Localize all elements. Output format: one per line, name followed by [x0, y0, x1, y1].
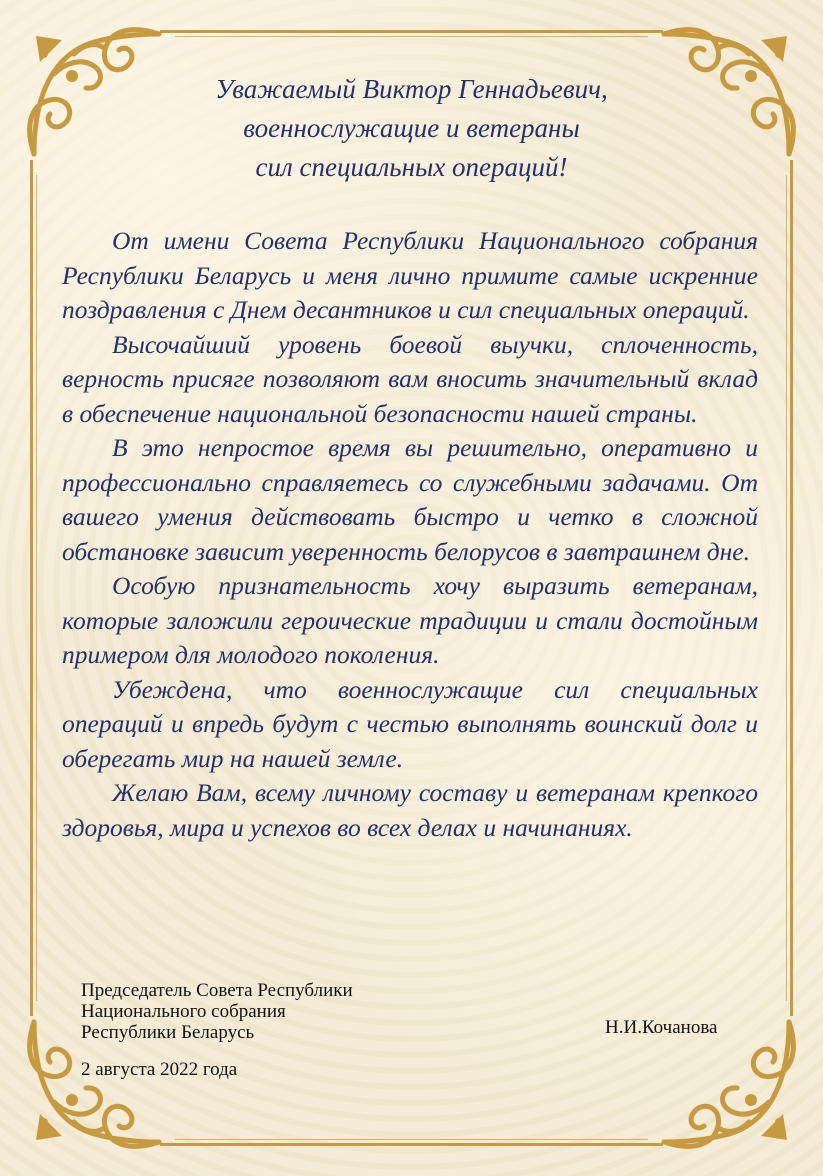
- frame-inner-bottom-line: [175, 1139, 648, 1140]
- letter-date: 2 августа 2022 года: [81, 1059, 238, 1080]
- heading-line-2: военнослужащие и ветераны: [243, 113, 580, 143]
- paragraph-5: Убеждена, что военнослужащие сил специальных операций и впредь будут с честью выполнять воинский долг и оберегать мир на нашей земле.: [62, 674, 758, 773]
- frame-inner-top-line: [175, 36, 648, 37]
- heading-line-1: Уважаемый Виктор Геннадьевич,: [215, 74, 608, 104]
- frame-inner-right-line: [786, 175, 787, 1001]
- frame-left-line: [30, 160, 33, 1016]
- frame-inner-left-line: [36, 175, 37, 1001]
- signer-position: [81, 980, 353, 1043]
- position-line-3: Республики Беларусь: [81, 1022, 255, 1043]
- paragraph-6: Желаю Вам, всему личному составу и ветеранам крепкого здоровья, мира и успехов во всех делах и начинаниях.: [62, 778, 758, 842]
- signer-name: Н.И.Кочанова: [605, 1017, 718, 1038]
- frame-right-line: [790, 160, 793, 1016]
- paragraph-2: Высочайший уровень боевой выучки, сплоченность, верность присяге позволяют вам вносить значительный вклад в обеспечение национальной безопасности нашей страны.: [62, 329, 758, 428]
- paragraph-4: Особую признательность хочу выразить ветеранам, которые заложили героические традиции и стали достойным примером для молодого поколения.: [62, 571, 758, 669]
- position-line-1: Председатель Совета Республики: [81, 980, 353, 1001]
- position-line-2: Национального собрания: [81, 1001, 286, 1022]
- frame-bottom-line: [160, 1143, 663, 1146]
- frame-top-line: [160, 30, 663, 33]
- paragraph-1: От имени Совета Республики Национального собрания Республики Беларусь и меня лично примите самые искренние поздравления с Днем десантников и сил специальных операций.: [62, 226, 758, 324]
- letter-body: [62, 224, 758, 845]
- paragraph-3: В это непростое время вы решительно, оперативно и профессионально справляетесь со служебными задачами. От вашего умения действовать быстро и четко в сложной обстановке зависит уверенность белорусов в завтрашнем дне.: [62, 433, 758, 566]
- greeting-heading: [0, 70, 823, 187]
- heading-line-3: сил специальных операций!: [255, 152, 568, 182]
